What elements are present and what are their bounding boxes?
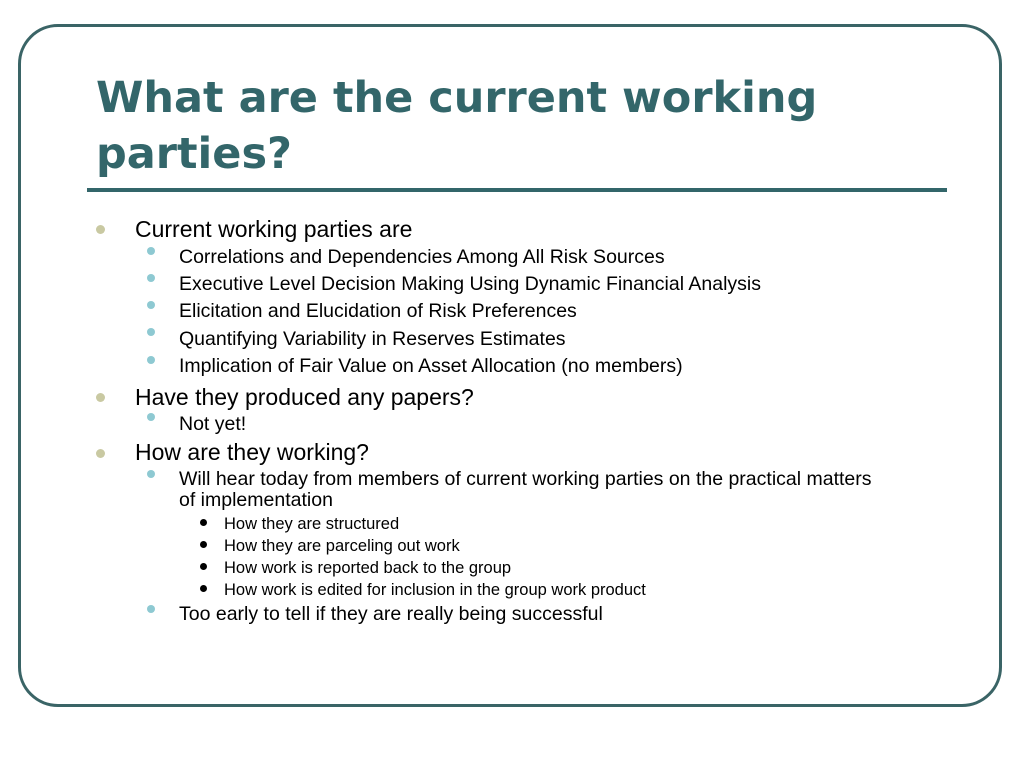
- bullet-icon: [96, 225, 105, 234]
- bullet-icon: [96, 393, 105, 402]
- bullet-icon: [147, 605, 155, 613]
- bullet-level2: Quantifying Variability in Reserves Estimates: [179, 328, 566, 350]
- bullet-icon: [147, 247, 155, 255]
- bullet-icon: [147, 356, 155, 364]
- bullet-level2: Too early to tell if they are really being successful: [179, 603, 603, 625]
- bullet-level2: Elicitation and Elucidation of Risk Preferences: [179, 300, 577, 322]
- bullet-level2: Not yet!: [179, 413, 247, 435]
- bullet-level1: How are they working?: [135, 439, 369, 465]
- bullet-icon: [200, 519, 207, 526]
- bullet-icon: [147, 470, 155, 478]
- bullet-level3: How they are parceling out work: [224, 537, 460, 555]
- bullet-level3: How work is reported back to the group: [224, 559, 512, 577]
- bullet-icon: [147, 301, 155, 309]
- bullet-level2: Will hear today from members of current working parties on the practical matters of implementation: [179, 468, 872, 511]
- bullet-icon: [147, 274, 155, 282]
- bullet-level1: Current working parties are: [135, 216, 413, 242]
- bullet-icon: [147, 328, 155, 336]
- bullet-icon: [96, 449, 105, 458]
- bullet-icon: [200, 585, 207, 592]
- bullet-level3: How they are structured: [224, 515, 400, 533]
- bullet-icon: [200, 563, 207, 570]
- bullet-level2: Implication of Fair Value on Asset Allocation (no members): [179, 355, 683, 377]
- bullet-icon: [200, 541, 207, 548]
- bullet-level3: How work is edited for inclusion in the group work product: [224, 581, 646, 599]
- bullet-level2: Correlations and Dependencies Among All Risk Sources: [179, 246, 665, 268]
- bullet-level1: Have they produced any papers?: [135, 384, 474, 410]
- bullet-level2: Executive Level Decision Making Using Dynamic Financial Analysis: [179, 273, 762, 295]
- bullet-icon: [147, 413, 155, 421]
- slide-title: What are the current working parties?: [96, 73, 818, 179]
